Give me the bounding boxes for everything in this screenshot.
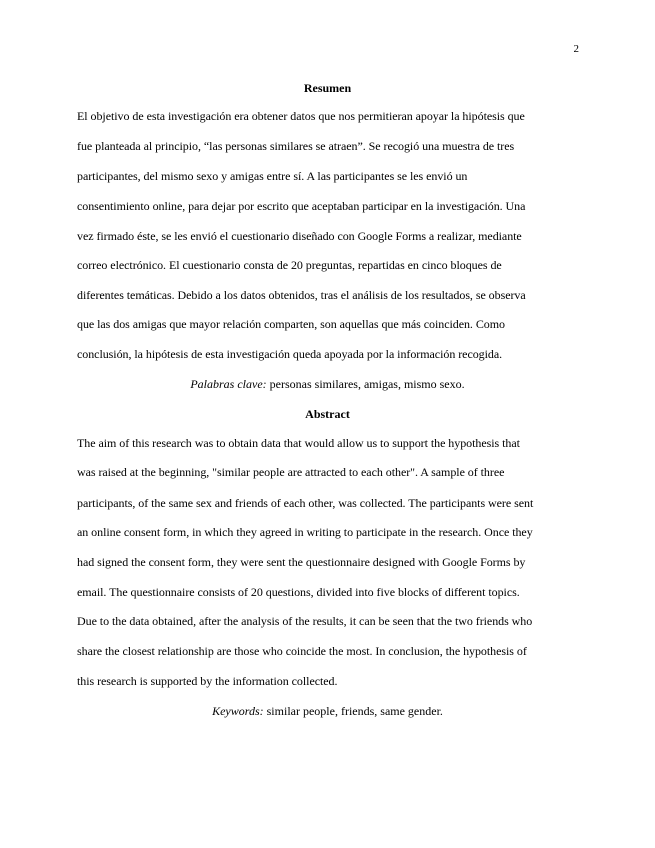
- resumen-keywords: [0, 377, 655, 391]
- resumen-heading: Resumen: [303, 81, 352, 95]
- abstract-line: email. The questionnaire consists of 20 questions, divided into five blocks of different topics.: [77, 585, 520, 599]
- resumen-keywords-label: Palabras clave:: [190, 377, 267, 391]
- abstract-line: was raised at the beginning, "similar people are attracted to each other". A sample of three: [77, 465, 505, 479]
- abstract-line: this research is supported by the information collected.: [77, 674, 338, 688]
- abstract-line: an online consent form, in which they agreed in writing to participate in the research. Once they: [77, 525, 533, 539]
- abstract-keywords-text: similar people, friends, same gender.: [263, 704, 443, 718]
- abstract-line: The aim of this research was to obtain data that would allow us to support the hypothesis that: [77, 436, 520, 450]
- resumen-line: vez firmado éste, se les envió el cuestionario diseñado con Google Forms a realizar, mediante: [77, 229, 522, 243]
- resumen-line: El objetivo de esta investigación era obtener datos que nos permitieran apoyar la hipótesis que: [77, 109, 525, 123]
- abstract-line: had signed the consent form, they were sent the questionnaire designed with Google Forms by: [77, 555, 526, 569]
- abstract-line: participants, of the same sex and friends of each other, was collected. The participants were sent: [77, 496, 534, 510]
- resumen-line: correo electrónico. El cuestionario consta de 20 preguntas, repartidas en cinco bloques de: [77, 258, 502, 272]
- resumen-line: que las dos amigas que mayor relación comparten, son aquellas que más coinciden. Como: [77, 317, 505, 331]
- abstract-line: share the closest relationship are those who coincide the most. In conclusion, the hypothesis of: [77, 644, 527, 658]
- abstract-line: Due to the data obtained, after the analysis of the results, it can be seen that the two friends who: [77, 614, 533, 628]
- abstract-keywords-label: Keywords:: [212, 704, 264, 718]
- abstract-keywords: [0, 704, 655, 718]
- resumen-line: diferentes temáticas. Debido a los datos obtenidos, tras el análisis de los resultados, se observa: [77, 288, 526, 302]
- resumen-line: participantes, del mismo sexo y amigas entre sí. A las participantes se les envió un: [77, 169, 468, 183]
- abstract-heading: Abstract: [305, 407, 350, 421]
- resumen-line: fue planteada al principio, “las personas similares se atraen”. Se recogió una muestra de tres: [77, 139, 515, 153]
- page-number: 2: [573, 43, 579, 55]
- resumen-line: consentimiento online, para dejar por escrito que aceptaban participar en la investigación. Una: [77, 199, 526, 213]
- resumen-line: conclusión, la hipótesis de esta investigación queda apoyada por la información recogida.: [77, 347, 503, 361]
- resumen-keywords-text: personas similares, amigas, mismo sexo.: [266, 377, 465, 391]
